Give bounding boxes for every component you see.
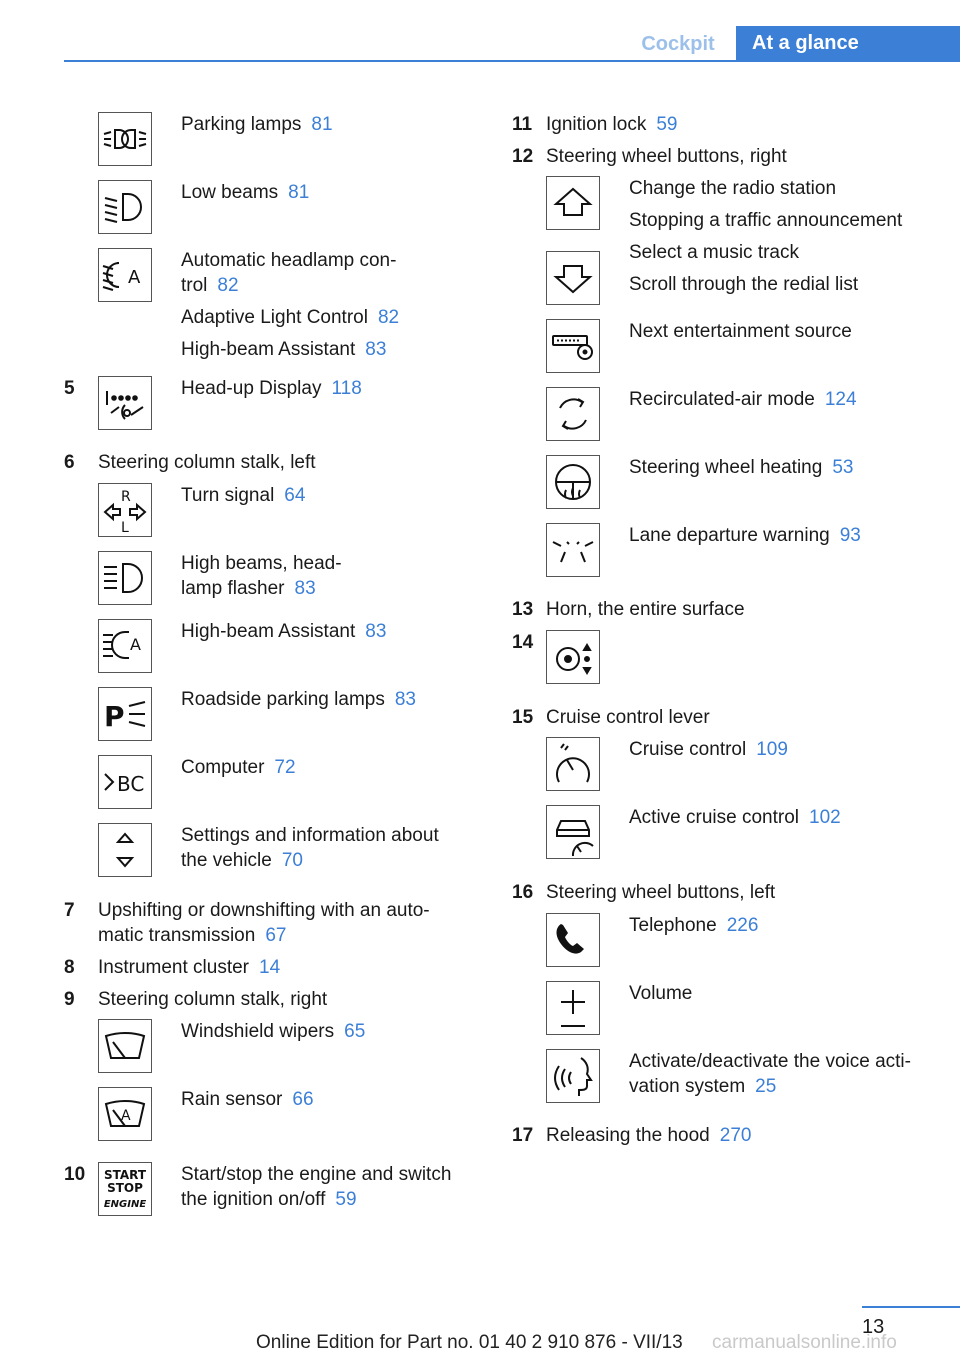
auto-headlamp-icon bbox=[98, 248, 152, 302]
page-ref[interactable]: 65 bbox=[344, 1021, 366, 1042]
horn-text: Horn, the entire surface bbox=[546, 599, 745, 620]
page-ref[interactable]: 109 bbox=[756, 739, 788, 760]
cruise-control-lever-label: Cruise control lever bbox=[546, 707, 710, 728]
page-ref[interactable]: 70 bbox=[281, 850, 303, 871]
start-stop-entry[interactable]: the ignition on/off 59 bbox=[181, 1189, 357, 1210]
header-rule bbox=[64, 60, 960, 62]
shifting-line1: Upshifting or downshifting with an auto- bbox=[98, 900, 430, 921]
start-stop-line1: Start/stop the engine and switch bbox=[181, 1164, 452, 1185]
header-tab-at-a-glance[interactable]: At a glance bbox=[736, 26, 960, 61]
svg-text:START: START bbox=[103, 1168, 147, 1182]
svg-text:STOP: STOP bbox=[107, 1181, 143, 1195]
page-ref[interactable]: 226 bbox=[726, 915, 759, 936]
svg-text:BC: BC bbox=[117, 772, 145, 796]
releasing-hood-entry[interactable]: Releasing the hood 270 bbox=[546, 1125, 752, 1146]
item-number: 10 bbox=[64, 1164, 86, 1185]
item-number: 7 bbox=[64, 900, 75, 921]
item-number: 8 bbox=[64, 957, 75, 978]
lane-departure-entry[interactable]: Lane departure warning 93 bbox=[629, 525, 861, 546]
svg-text:A: A bbox=[121, 1108, 131, 1124]
steering-wheel-heating-icon bbox=[546, 455, 600, 509]
rain-sensor-entry[interactable]: Rain sensor 66 bbox=[181, 1089, 314, 1110]
turn-signal-entry[interactable]: Turn signal 64 bbox=[181, 485, 306, 506]
high-beams-icon bbox=[98, 551, 152, 605]
shifting-entry[interactable]: matic transmission 67 bbox=[98, 925, 287, 946]
settings-info-entry[interactable]: the vehicle 70 bbox=[181, 850, 303, 871]
turn-signal-icon bbox=[98, 483, 152, 537]
svg-text:A: A bbox=[130, 635, 141, 654]
svg-text:R: R bbox=[121, 489, 131, 505]
steering-stalk-right-label: Steering column stalk, right bbox=[98, 989, 328, 1010]
item-number: 17 bbox=[512, 1125, 534, 1146]
cruise-control-entry[interactable]: Cruise control 109 bbox=[629, 739, 788, 760]
computer-icon bbox=[98, 755, 152, 809]
parking-lamps-entry[interactable]: Parking lamps 81 bbox=[181, 114, 333, 135]
page-number: 13 bbox=[862, 1316, 885, 1338]
page-ref[interactable]: 124 bbox=[824, 389, 857, 410]
recirculated-air-entry[interactable]: Recirculated-air mode 124 bbox=[629, 389, 857, 410]
item-number: 11 bbox=[512, 114, 533, 135]
page-ref[interactable]: 83 bbox=[365, 339, 387, 360]
high-beam-assistant-entry[interactable]: High-beam Assistant 83 bbox=[181, 621, 387, 642]
low-beams-icon bbox=[98, 180, 152, 234]
page-ref[interactable]: 82 bbox=[217, 275, 239, 296]
page-ref[interactable]: 14 bbox=[259, 957, 281, 978]
instrument-cluster-entry[interactable]: Instrument cluster 14 bbox=[98, 957, 281, 978]
page-ref[interactable]: 59 bbox=[335, 1189, 357, 1210]
svg-text:ENGINE: ENGINE bbox=[103, 1199, 147, 1210]
volume-icon bbox=[546, 981, 600, 1035]
item-number: 15 bbox=[512, 707, 534, 728]
arrow-up-icon bbox=[546, 176, 600, 230]
item-number: 12 bbox=[512, 146, 534, 167]
page-ref[interactable]: 93 bbox=[839, 525, 861, 546]
page-ref[interactable]: 83 bbox=[394, 689, 416, 710]
active-cruise-control-entry[interactable]: Active cruise control 102 bbox=[629, 807, 841, 828]
voice-activation-line1: Activate/deactivate the voice acti- bbox=[629, 1051, 911, 1072]
voice-activation-entry[interactable]: vation system 25 bbox=[629, 1076, 777, 1097]
page-ref[interactable]: 66 bbox=[292, 1089, 314, 1110]
entertainment-source-text: Next entertainment source bbox=[629, 321, 852, 342]
lane-departure-icon bbox=[546, 523, 600, 577]
telephone-entry[interactable]: Telephone 226 bbox=[629, 915, 759, 936]
svg-text:A: A bbox=[128, 267, 141, 288]
svg-text:P: P bbox=[104, 700, 125, 733]
high-beam-assistant-entry[interactable]: High-beam Assistant 83 bbox=[181, 339, 387, 360]
page-ref[interactable]: 270 bbox=[719, 1125, 752, 1146]
item-number: 9 bbox=[64, 989, 75, 1010]
head-up-display-entry[interactable]: Head-up Display 118 bbox=[181, 378, 362, 399]
auto-headlamp-line1: Automatic headlamp con- bbox=[181, 250, 397, 271]
watermark: carmanualsonline.info bbox=[712, 1332, 897, 1353]
ignition-lock-entry[interactable]: Ignition lock 59 bbox=[546, 114, 678, 135]
cruise-control-icon bbox=[546, 737, 600, 791]
item-number: 14 bbox=[512, 632, 534, 653]
traffic-announcement-text: Stopping a traffic announcement bbox=[629, 210, 903, 231]
music-track-text: Select a music track bbox=[629, 242, 799, 263]
steering-wheel-buttons-icon bbox=[546, 630, 600, 684]
settings-info-line1: Settings and information about bbox=[181, 825, 439, 846]
page-ref[interactable]: 118 bbox=[331, 378, 362, 399]
entertainment-source-icon bbox=[546, 319, 600, 373]
head-up-display-icon bbox=[98, 376, 152, 430]
steering-stalk-left-label: Steering column stalk, left bbox=[98, 452, 316, 473]
footer-rule bbox=[862, 1306, 960, 1308]
steering-wheel-heating-entry[interactable]: Steering wheel heating 53 bbox=[629, 457, 854, 478]
svg-text:L: L bbox=[121, 520, 129, 536]
high-beam-assistant-icon bbox=[98, 619, 152, 673]
edition-text: Online Edition for Part no. 01 40 2 910 876 - VII/13 bbox=[256, 1332, 683, 1353]
page-ref[interactable]: 67 bbox=[265, 925, 287, 946]
page-ref[interactable]: 25 bbox=[755, 1076, 777, 1097]
low-beams-entry[interactable]: Low beams 81 bbox=[181, 182, 310, 203]
volume-text: Volume bbox=[629, 983, 693, 1004]
page-ref[interactable]: 81 bbox=[288, 182, 310, 203]
page-ref[interactable]: 102 bbox=[809, 807, 841, 828]
radio-station-text: Change the radio station bbox=[629, 178, 837, 199]
page-ref[interactable]: 83 bbox=[294, 578, 316, 599]
arrow-down-icon bbox=[546, 251, 600, 305]
item-number: 5 bbox=[64, 378, 75, 399]
adaptive-light-entry[interactable]: Adaptive Light Control 82 bbox=[181, 307, 400, 328]
start-stop-engine-icon bbox=[98, 1162, 152, 1216]
rain-sensor-icon bbox=[98, 1087, 152, 1141]
redial-list-text: Scroll through the redial list bbox=[629, 274, 859, 295]
windshield-wipers-icon bbox=[98, 1019, 152, 1073]
computer-entry[interactable]: Computer 72 bbox=[181, 757, 296, 778]
page-ref[interactable]: 53 bbox=[832, 457, 854, 478]
page-ref[interactable]: 81 bbox=[311, 114, 333, 135]
steering-buttons-right-label: Steering wheel buttons, right bbox=[546, 146, 787, 167]
parking-lamps-icon bbox=[98, 112, 152, 166]
auto-headlamp-entry[interactable]: trol 82 bbox=[181, 275, 239, 296]
voice-activation-icon bbox=[546, 1049, 600, 1103]
recirculated-air-icon bbox=[546, 387, 600, 441]
header-section-cockpit[interactable]: Cockpit bbox=[641, 33, 715, 55]
page-ref[interactable]: 72 bbox=[274, 757, 296, 778]
windshield-wipers-entry[interactable]: Windshield wipers 65 bbox=[181, 1021, 366, 1042]
page-ref[interactable]: 64 bbox=[284, 485, 306, 506]
page-ref[interactable]: 83 bbox=[365, 621, 387, 642]
high-beams-line1: High beams, head- bbox=[181, 553, 342, 574]
active-cruise-control-icon bbox=[546, 805, 600, 859]
page-ref[interactable]: 59 bbox=[656, 114, 678, 135]
page-ref[interactable]: 82 bbox=[377, 307, 400, 328]
steering-buttons-left-label: Steering wheel buttons, left bbox=[546, 882, 776, 903]
roadside-parking-icon bbox=[98, 687, 152, 741]
telephone-icon bbox=[546, 913, 600, 967]
roadside-parking-entry[interactable]: Roadside parking lamps 83 bbox=[181, 689, 416, 710]
item-number: 13 bbox=[512, 599, 534, 620]
item-number: 6 bbox=[64, 452, 75, 473]
high-beams-entry[interactable]: lamp flasher 83 bbox=[181, 578, 316, 599]
item-number: 16 bbox=[512, 882, 534, 903]
settings-up-down-icon bbox=[98, 823, 152, 877]
